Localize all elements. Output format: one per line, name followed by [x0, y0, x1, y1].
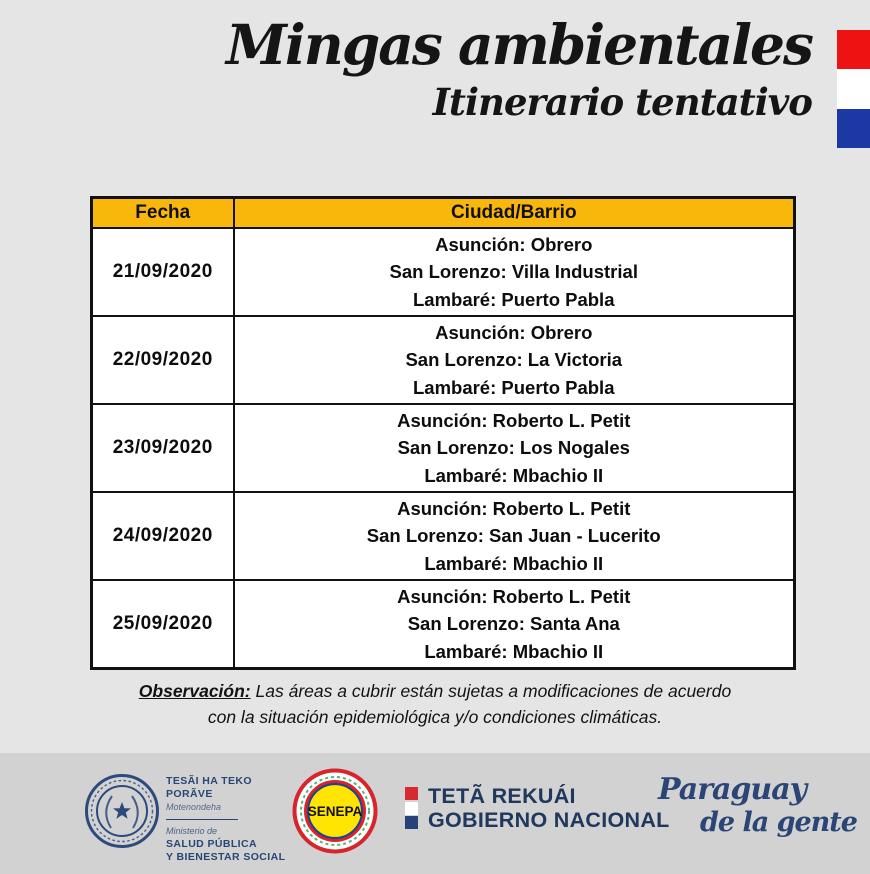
ministry-name-line: PORÃVE	[166, 787, 213, 800]
senepa-label: SENEPA	[307, 804, 363, 819]
city-cell	[234, 492, 795, 580]
table-row	[92, 228, 795, 316]
observation-text-1: Las áreas a cubrir están sujetas a modificaciones de acuerdo	[255, 681, 732, 701]
city-line: Asunción: Roberto L. Petit	[397, 409, 631, 431]
table-row	[92, 316, 795, 404]
gov-flag-icon	[405, 787, 419, 831]
ministry-dept-line: SALUD PÚBLICA	[166, 838, 257, 850]
table-row	[92, 580, 795, 669]
city-line: Asunción: Roberto L. Petit	[397, 585, 631, 607]
ministry-divider	[166, 819, 238, 820]
observation-line-1	[0, 678, 870, 704]
footer-band	[0, 753, 870, 874]
table-row	[92, 492, 795, 580]
date-cell: 21/09/2020	[92, 228, 234, 316]
ministry-wordmark	[166, 775, 306, 863]
city-cell	[234, 404, 795, 492]
city-cell	[234, 580, 795, 669]
observation-label: Observación:	[138, 681, 251, 701]
title-block	[225, 12, 812, 124]
paraguay-flag-icon	[837, 30, 870, 148]
schedule-table	[90, 196, 796, 670]
table-row	[92, 404, 795, 492]
city-line: Lambaré: Mbachio II	[424, 640, 604, 662]
slogan-script	[658, 773, 857, 838]
col-header-fecha: Fecha	[92, 198, 234, 229]
flag-red-stripe	[837, 30, 870, 69]
city-line: Lambaré: Puerto Pabla	[412, 376, 615, 398]
city-line: Lambaré: Mbachio II	[424, 464, 604, 486]
col-header-ciudad-barrio: Ciudad/Barrio	[234, 198, 795, 229]
ministry-dept-line: Y BIENESTAR SOCIAL	[166, 850, 286, 863]
city-line: Lambaré: Mbachio II	[424, 552, 604, 574]
slogan-line-1: Paraguay	[658, 772, 807, 807]
gov-flag-blue	[405, 816, 418, 829]
table-header-row	[92, 198, 795, 229]
city-cell	[234, 316, 795, 404]
city-line: San Lorenzo: Los Nogales	[397, 437, 630, 459]
city-cell	[234, 228, 795, 316]
date-cell: 22/09/2020	[92, 316, 234, 404]
gov-line-spanish: GOBIERNO NACIONAL	[428, 807, 670, 832]
date-cell: 25/09/2020	[92, 580, 234, 669]
ministry-guarani-sub: Motenondeha	[166, 802, 222, 812]
city-line: San Lorenzo: Villa Industrial	[389, 261, 638, 283]
paraguay-seal-icon	[84, 773, 160, 849]
city-line: Asunción: Obrero	[435, 321, 593, 343]
observation-note	[0, 678, 870, 730]
date-cell: 23/09/2020	[92, 404, 234, 492]
slogan-line-2: de la gente	[700, 807, 857, 838]
flag-white-stripe	[837, 69, 870, 108]
date-cell: 24/09/2020	[92, 492, 234, 580]
city-line: Lambaré: Puerto Pabla	[412, 288, 615, 310]
ministry-name-line: TESÃI HA TEKO	[166, 775, 252, 787]
gov-flag-red	[405, 787, 418, 800]
city-line: San Lorenzo: Santa Ana	[407, 613, 620, 635]
observation-line-2: con la situación epidemiológica y/o condiciones climáticas.	[207, 707, 663, 727]
senepa-logo-icon	[292, 768, 378, 854]
city-line: Asunción: Obrero	[435, 233, 593, 255]
city-line: San Lorenzo: San Juan - Lucerito	[366, 525, 661, 547]
government-wordmark	[428, 785, 670, 832]
city-line: San Lorenzo: La Victoria	[405, 349, 623, 371]
ministry-pre: Ministerio de	[166, 826, 218, 836]
gov-flag-white	[405, 802, 418, 815]
flag-blue-stripe	[837, 109, 870, 148]
poster-subtitle: Itinerario tentativo	[432, 79, 812, 124]
gov-line-guarani: TETÃ REKUÁI	[428, 784, 576, 808]
poster-title: Mingas ambientales	[225, 12, 812, 77]
city-line: Asunción: Roberto L. Petit	[397, 497, 631, 519]
